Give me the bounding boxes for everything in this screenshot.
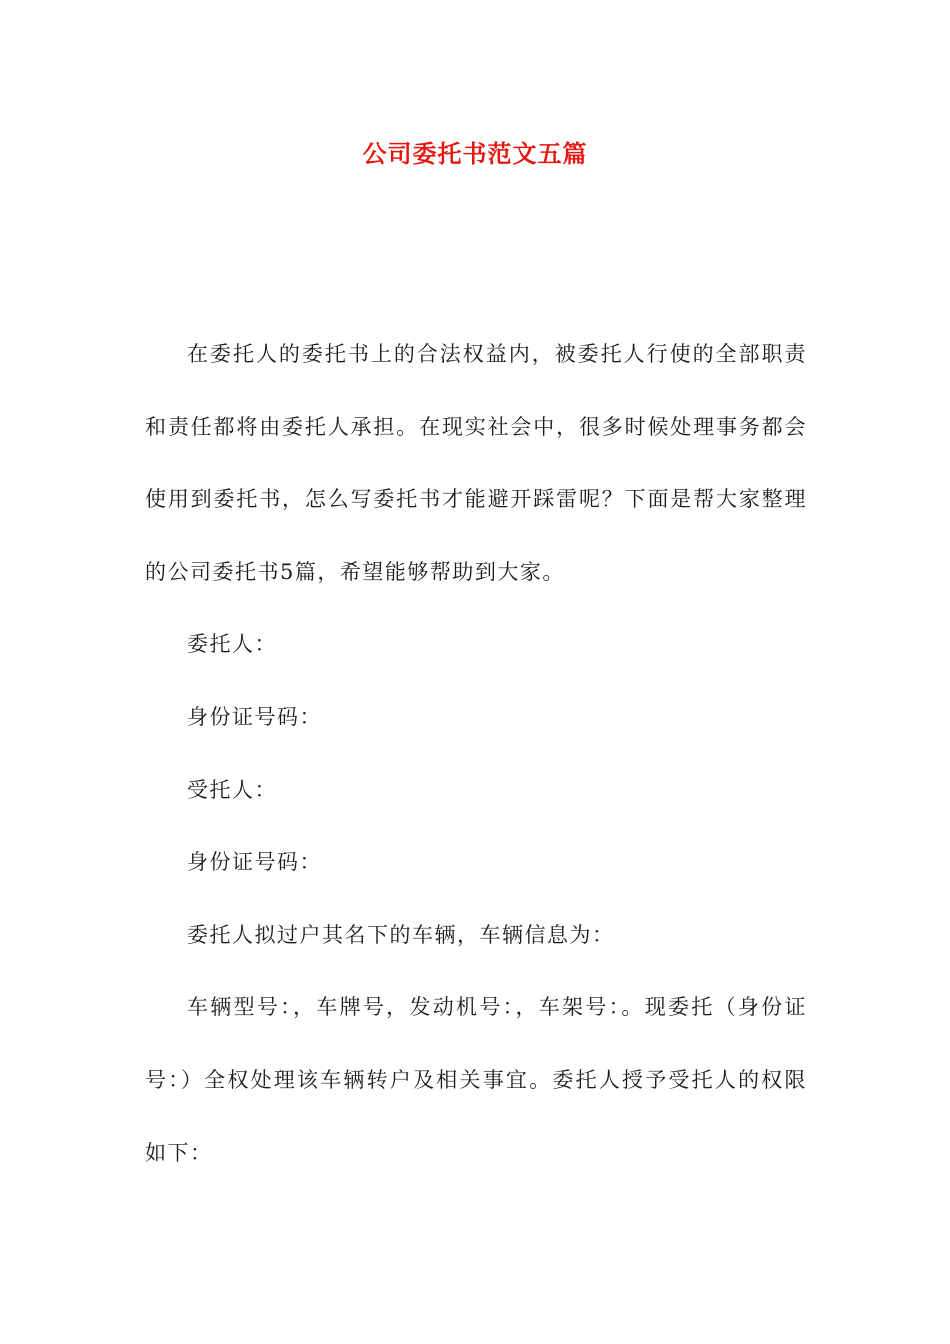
document-title: 公司委托书范文五篇 — [362, 139, 588, 168]
vehicle-info-paragraph: 车辆型号：，车牌号，发动机号：，车架号：。现委托（身份证号：）全权处理该车辆转户及相关事宜。委托人授予受托人的权限如下： — [145, 995, 807, 1165]
principal-field: 委托人： — [187, 632, 277, 657]
agent-id-field: 身份证号码： — [187, 850, 322, 875]
intro-paragraph: 在委托人的委托书上的合法权益内，被委托人行使的全部职责和责任都将由委托人承担。在现实社会中，很多时候处理事务都会使用到委托书，怎么写委托书才能避开踩雷呢？下面是帮大家整理的公司委托书5篇，希望能够帮助到大家。 — [145, 342, 807, 584]
principal-id-field: 身份证号码： — [187, 704, 322, 729]
document-body — [145, 318, 807, 1189]
vehicle-transfer-paragraph: 委托人拟过户其名下的车辆，车辆信息为： — [187, 922, 615, 947]
agent-field: 受托人： — [187, 777, 277, 802]
